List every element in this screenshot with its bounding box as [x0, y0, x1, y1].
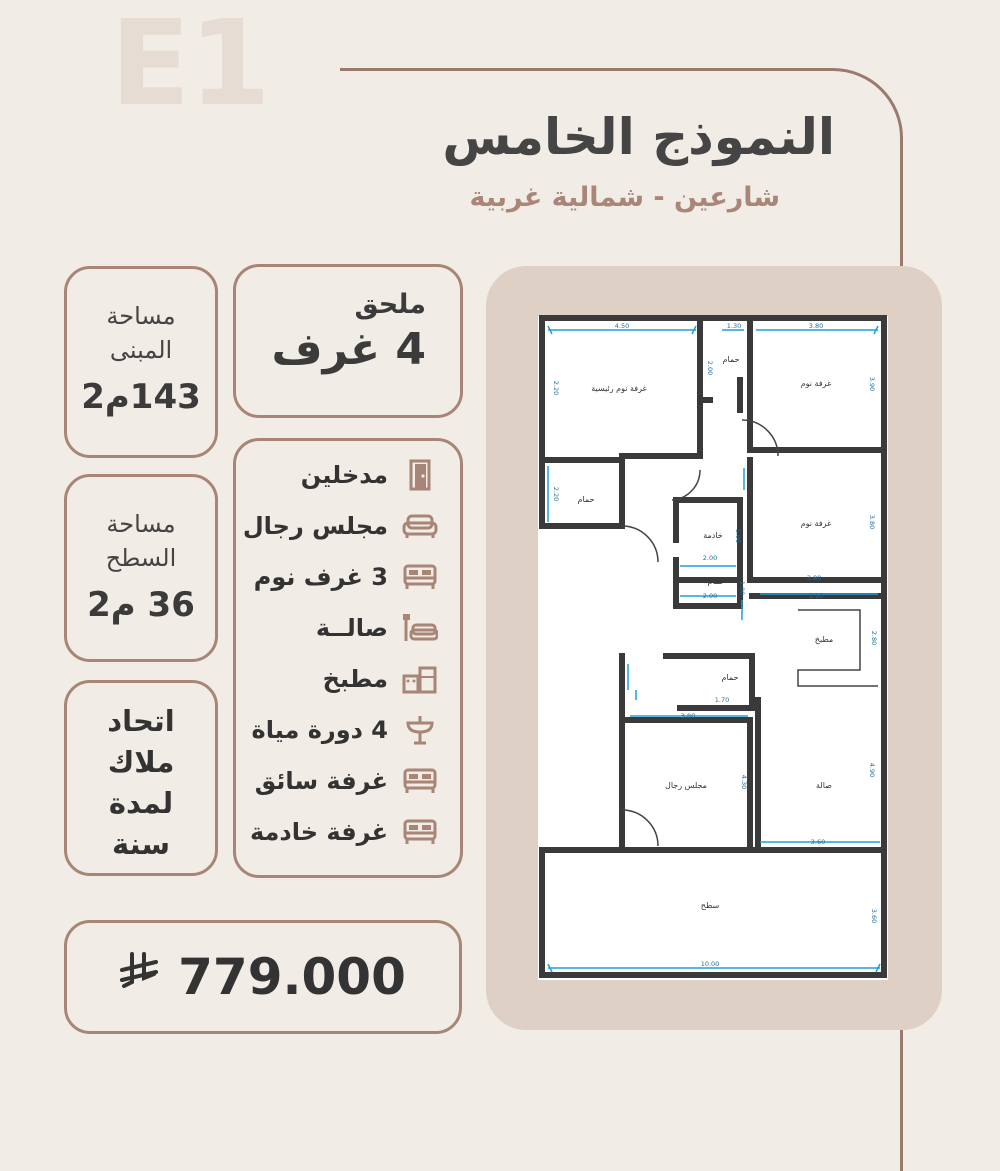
room-label-bedroom-2: غرفة نوم — [800, 519, 832, 528]
feature-text: مجلس رجال — [242, 511, 388, 540]
model-code-watermark: E1 — [110, 0, 269, 132]
dimension-label: 3.90 — [868, 376, 876, 392]
kitchen-icon — [402, 664, 438, 694]
roof-area-label: مساحة السطح — [105, 510, 177, 572]
dimension-label: 3.60 — [810, 838, 826, 846]
feature-item — [236, 551, 438, 602]
price-amount: 779.000 — [178, 948, 406, 1006]
feature-text: صالــة — [315, 613, 388, 642]
feature-item — [236, 704, 438, 755]
dimension-label: 3.80 — [868, 514, 876, 530]
room-label-roof: سطح — [700, 901, 720, 910]
room-label-bath-1: حمام — [722, 355, 740, 364]
roof-area-value: 36 م2 — [87, 585, 195, 625]
owners-union-card — [64, 680, 218, 876]
dimension-label: 3.60 — [870, 908, 878, 924]
door-icon — [402, 460, 438, 490]
room-label-bath-3: حمام — [707, 577, 725, 586]
bed-icon — [402, 562, 438, 592]
room-label-kitchen: مطبخ — [814, 635, 834, 644]
dimension-label: 2.80 — [870, 630, 878, 646]
dimension-label: 4.50 — [614, 322, 630, 330]
features-card — [233, 438, 463, 878]
dimension-label: 2.20 — [552, 486, 560, 502]
room-label-majlis: مجلس رجال — [665, 781, 707, 790]
dimension-label: 1.70 — [714, 696, 730, 704]
page-subtitle: شارعين - شمالية غربية — [469, 182, 780, 213]
riyal-symbol — [120, 952, 158, 1002]
feature-item — [236, 602, 438, 653]
feature-text: غرفة خادمة — [250, 817, 388, 846]
feature-item — [236, 449, 438, 500]
room-label-bath-4: حمام — [721, 673, 739, 682]
feature-text: غرفة سائق — [254, 766, 388, 795]
feature-text: 4 دورة مياة — [251, 715, 388, 744]
sink-icon — [402, 715, 438, 745]
floorplan-paper — [538, 316, 888, 980]
bed-icon — [402, 766, 438, 796]
living-room-icon — [402, 613, 438, 643]
price-card — [64, 920, 462, 1034]
annex-value: 4 غرف — [271, 324, 426, 375]
feature-item — [236, 653, 438, 704]
roof-area-card — [64, 474, 218, 662]
room-label-bedroom-1: غرفة نوم — [800, 379, 832, 388]
dimension-label: 2.00 — [702, 592, 718, 600]
feature-item — [236, 500, 438, 551]
owners-union-text: اتحاد ملاك لمدة سنة — [107, 704, 175, 861]
feature-item — [236, 755, 438, 806]
dimension-label: 4.90 — [868, 762, 876, 778]
dimension-label: 3.80 — [806, 574, 822, 582]
dimension-label: 2.20 — [552, 380, 560, 396]
room-label-maid-room: خادمة — [703, 531, 723, 540]
feature-text: 3 غرف نوم — [253, 562, 388, 591]
bed-icon — [402, 817, 438, 847]
dimension-label: 4.30 — [740, 774, 748, 790]
dimension-label: 3.80 — [680, 712, 696, 720]
annex-label: ملحق — [354, 289, 426, 320]
building-area-value: 143م2 — [81, 377, 201, 417]
room-label-hall: صالة — [816, 781, 832, 790]
annex-card — [233, 264, 463, 418]
sofa-icon — [402, 511, 438, 541]
page-title: النموذج الخامس — [442, 108, 835, 166]
dimension-label: 2.00 — [706, 360, 714, 376]
dimension-label: 3.90 — [808, 592, 824, 600]
dimension-label: 1.30 — [726, 322, 742, 330]
dimension-label: 10.00 — [700, 960, 720, 968]
dimension-label: 1.90 — [734, 528, 742, 544]
building-area-label: مساحة المبنى — [106, 302, 176, 364]
dimension-label: 2.00 — [702, 554, 718, 562]
feature-text: مدخلين — [300, 460, 388, 489]
dimension-label: 3.80 — [808, 322, 824, 330]
floorplan — [486, 266, 942, 1030]
feature-text: مطبخ — [322, 664, 388, 693]
room-label-master-bedroom: غرفة نوم رئيسية — [591, 384, 647, 393]
building-area-card — [64, 266, 218, 458]
dimension-label: 1.00 — [738, 580, 746, 596]
feature-item — [236, 806, 438, 857]
room-label-bath-2: حمام — [577, 495, 595, 504]
